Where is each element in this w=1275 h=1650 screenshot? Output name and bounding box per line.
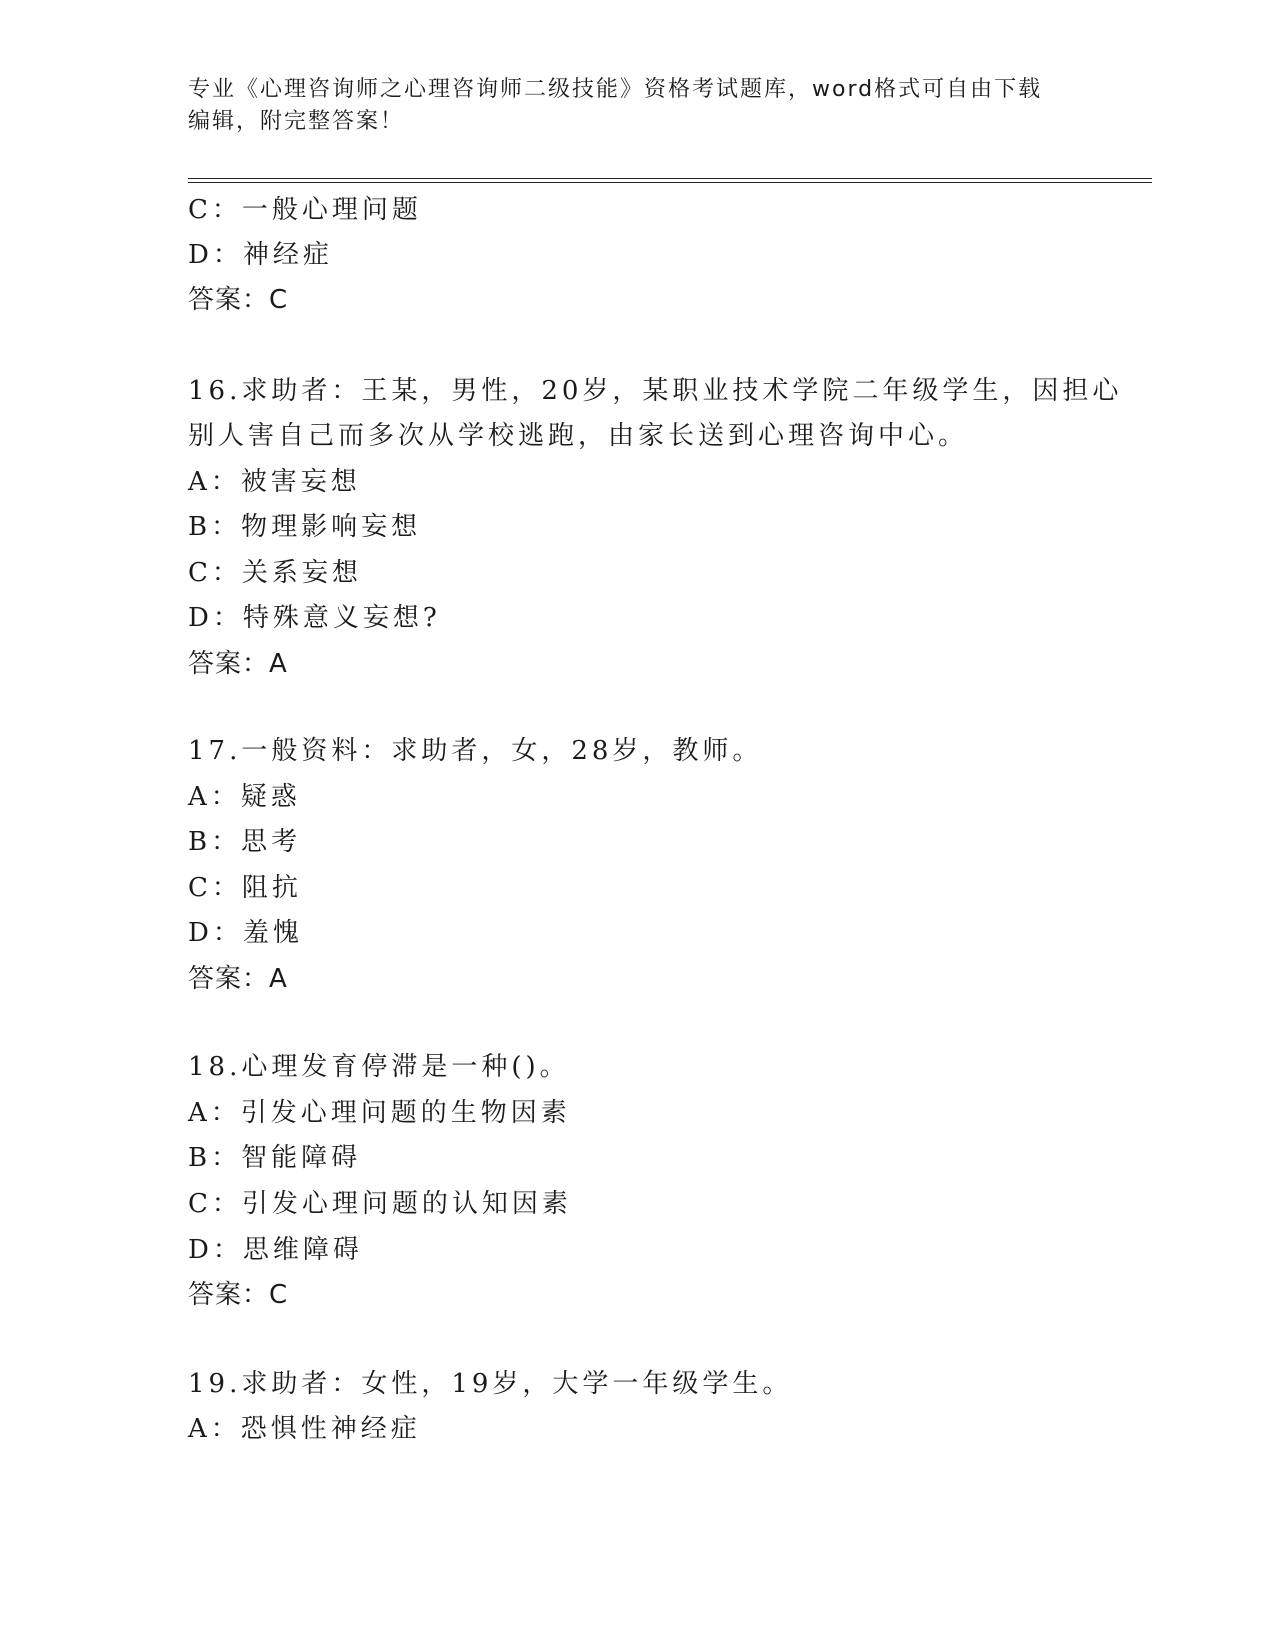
answer-line: 答案：A: [188, 964, 288, 994]
option-line: B：思考: [188, 827, 302, 857]
option-line: C：关系妄想: [188, 558, 362, 588]
option-line: C：阻抗: [188, 873, 302, 903]
option-line: A：引发心理问题的生物因素: [188, 1098, 571, 1128]
header-divider-top: [188, 178, 1152, 179]
header-divider-bottom: [188, 182, 1152, 183]
option-line: B：智能障碍: [188, 1143, 362, 1173]
header-line-2: 编辑，附完整答案！: [188, 109, 405, 134]
question-line: 别人害自己而多次从学校逃跑，由家长送到心理咨询中心。: [188, 421, 969, 451]
answer-line: 答案：C: [188, 1280, 289, 1310]
question-line: 16.求助者：王某，男性，20岁，某职业技术学院二年级学生，因担心: [188, 376, 1123, 406]
option-line: D：羞愧: [188, 918, 303, 948]
question-line: 17.一般资料：求助者，女，28岁，教师。: [188, 736, 763, 766]
header-line-1: 专业《心理咨询师之心理咨询师二级技能》资格考试题库，word格式可自由下载: [188, 77, 1043, 102]
option-line: C：一般心理问题: [188, 195, 422, 225]
question-line: 19.求助者：女性，19岁，大学一年级学生。: [188, 1369, 793, 1399]
answer-line: 答案：A: [188, 649, 288, 679]
option-line: A：被害妄想: [188, 467, 361, 497]
option-line: B：物理影响妄想: [188, 512, 422, 542]
option-line: C：引发心理问题的认知因素: [188, 1189, 572, 1219]
question-line: 18.心理发育停滞是一种()。: [188, 1052, 570, 1082]
option-line: D：思维障碍: [188, 1235, 363, 1265]
answer-line: 答案：C: [188, 285, 289, 315]
option-line: A：恐惧性神经症: [188, 1414, 421, 1444]
option-line: D：特殊意义妄想?: [188, 603, 441, 633]
document-header: [188, 74, 1068, 138]
option-line: D：神经症: [188, 240, 333, 270]
option-line: A：疑惑: [188, 782, 301, 812]
